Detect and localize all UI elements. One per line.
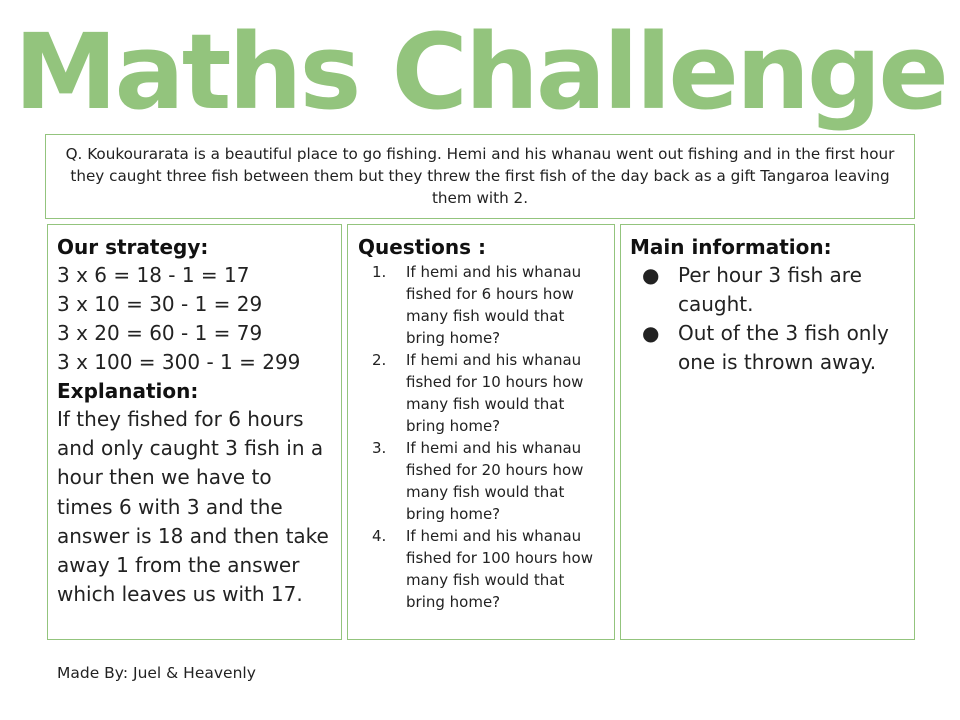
explanation-heading: Explanation: xyxy=(57,379,199,403)
footer-credit: Made By: Juel & Heavenly xyxy=(57,664,256,682)
list-item-text: If hemi and his whanau fished for 20 hours how many fish would that bring home? xyxy=(406,439,584,523)
list-number: 4. xyxy=(372,527,387,545)
strategy-line: 3 x 10 = 30 - 1 = 29 xyxy=(57,292,263,316)
list-number: 1. xyxy=(372,263,387,281)
list-item-text: If hemi and his whanau fished for 100 hours how many fish would that bring home? xyxy=(406,527,593,611)
explanation-text: If they fished for 6 hours and only caught 3 fish in a hour then we have to times 6 with 3 and the answer is 18 and then take away 1 from the answer which leaves us with 17. xyxy=(57,407,329,607)
page-title: Maths Challenge xyxy=(14,11,946,133)
strategy-box xyxy=(47,224,342,640)
list-item-text: If hemi and his whanau fished for 10 hours how many fish would that bring home? xyxy=(406,351,584,435)
question-box xyxy=(45,134,915,219)
main-info-box xyxy=(620,224,915,640)
list-item xyxy=(630,261,905,319)
question-text: Q. Koukourarata is a beautiful place to go fishing. Hemi and his whanau went out fishing and in the first hour they caught three fish between them but they threw the first fish of the day back as a gift Tangaroa leaving them with 2. xyxy=(65,145,895,207)
list-number: 2. xyxy=(372,351,387,369)
list-item xyxy=(358,437,604,525)
list-item xyxy=(630,319,905,377)
list-item xyxy=(358,261,604,349)
list-item-text: Per hour 3 fish are caught. xyxy=(678,263,862,316)
list-item xyxy=(358,525,604,613)
strategy-line: 3 x 20 = 60 - 1 = 79 xyxy=(57,321,263,345)
bullet-icon: ● xyxy=(642,321,660,345)
strategy-heading: Our strategy: xyxy=(57,235,209,259)
bullet-icon: ● xyxy=(642,263,660,287)
main-info-list xyxy=(630,261,905,377)
list-number: 3. xyxy=(372,439,387,457)
strategy-line: 3 x 100 = 300 - 1 = 299 xyxy=(57,350,301,374)
list-item-text: If hemi and his whanau fished for 6 hours how many fish would that bring home? xyxy=(406,263,582,347)
questions-heading: Questions : xyxy=(358,235,486,259)
questions-list xyxy=(358,261,604,613)
strategy-line: 3 x 6 = 18 - 1 = 17 xyxy=(57,263,250,287)
questions-box xyxy=(347,224,615,640)
list-item xyxy=(358,349,604,437)
main-info-heading: Main information: xyxy=(630,235,832,259)
list-item-text: Out of the 3 fish only one is thrown away. xyxy=(678,321,889,374)
